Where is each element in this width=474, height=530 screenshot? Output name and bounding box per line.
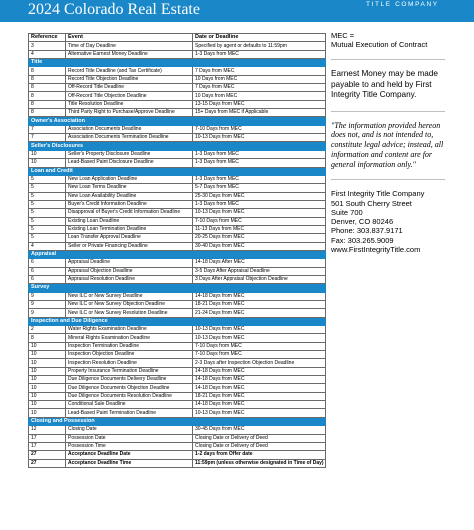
event-cell: New Loan Application Deadline bbox=[66, 175, 193, 183]
table-row bbox=[29, 92, 326, 100]
deadline-cell: 11-13 Days from MEC bbox=[193, 225, 326, 233]
reference-cell: 10 bbox=[29, 359, 66, 367]
reference-cell: 10 bbox=[29, 159, 66, 167]
reference-cell: 8 bbox=[29, 109, 66, 117]
table-row bbox=[29, 442, 326, 450]
reference-cell: 9 bbox=[29, 292, 66, 300]
section-title: Closing and Possession bbox=[29, 417, 326, 425]
table-row bbox=[29, 451, 326, 459]
column-header-reference: Reference bbox=[29, 34, 66, 42]
event-cell: Lead-Based Paint Disclosure Deadline bbox=[66, 159, 193, 167]
event-cell: Time of Day Deadline bbox=[66, 42, 193, 50]
sidebar bbox=[331, 31, 449, 254]
event-cell: Off-Record Title Deadline bbox=[66, 84, 193, 92]
table-row bbox=[29, 225, 326, 233]
reference-cell: 6 bbox=[29, 267, 66, 275]
table-row bbox=[29, 267, 326, 275]
phone-number: Phone: 303.837.9171 bbox=[331, 226, 403, 236]
event-cell: Record Title Objection Deadline bbox=[66, 75, 193, 83]
table-row bbox=[29, 459, 326, 467]
section-header-row bbox=[29, 59, 326, 67]
reference-cell: 10 bbox=[29, 351, 66, 359]
reference-cell: 10 bbox=[29, 367, 66, 375]
company-name: First Integrity Title Company bbox=[331, 189, 425, 199]
deadline-cell: 15+ Days from MEC if Applicable bbox=[193, 109, 326, 117]
table-row bbox=[29, 426, 326, 434]
table-row bbox=[29, 159, 326, 167]
deadline-cell: 1-3 Days from MEC bbox=[193, 159, 326, 167]
table-row bbox=[29, 234, 326, 242]
table-row bbox=[29, 434, 326, 442]
deadline-cell: 2-3 Days after Inspection Objection Deadline bbox=[193, 359, 326, 367]
table-row bbox=[29, 100, 326, 108]
reference-cell: 5 bbox=[29, 225, 66, 233]
table-row bbox=[29, 175, 326, 183]
deadline-cell: 7-10 Days from MEC bbox=[193, 125, 326, 133]
reference-cell: 10 bbox=[29, 401, 66, 409]
deadline-cell: 7 Days from MEC bbox=[193, 84, 326, 92]
deadline-cell: 7-10 Days from MEC bbox=[193, 351, 326, 359]
event-cell: Appraisal Objection Deadline bbox=[66, 267, 193, 275]
table-row bbox=[29, 359, 326, 367]
deadline-cell: 1-3 Days from MEC bbox=[193, 150, 326, 158]
table-row bbox=[29, 192, 326, 200]
event-cell: Appraisal Deadline bbox=[66, 259, 193, 267]
event-cell: Existing Loan Termination Deadline bbox=[66, 225, 193, 233]
table-row bbox=[29, 217, 326, 225]
deadline-cell: 1-2 days from Offer date bbox=[193, 451, 326, 459]
reference-cell: 5 bbox=[29, 175, 66, 183]
reference-cell: 3 bbox=[29, 42, 66, 50]
event-cell: Property Insurance Termination Deadline bbox=[66, 367, 193, 375]
table-row bbox=[29, 134, 326, 142]
city-state-zip: Denver, CO 80246 bbox=[331, 217, 394, 227]
earnest-money-note: Earnest Money may be made payable to and held by First Integrity Title Company. bbox=[331, 69, 438, 99]
event-cell: Possession Date bbox=[66, 434, 193, 442]
reference-cell: 10 bbox=[29, 150, 66, 158]
section-header-row bbox=[29, 250, 326, 258]
event-cell: Inspection Resolution Deadline bbox=[66, 359, 193, 367]
reference-cell: 5 bbox=[29, 184, 66, 192]
fax-number: Fax: 303.265.9009 bbox=[331, 235, 394, 245]
event-cell: New ILC or New Survey Resolution Deadline bbox=[66, 309, 193, 317]
deadline-cell: 10 Days from MEC bbox=[193, 75, 326, 83]
reference-cell: 4 bbox=[29, 50, 66, 58]
event-cell: Third Party Right to Purchase/Approve Deadline bbox=[66, 109, 193, 117]
table-body bbox=[29, 42, 326, 468]
reference-cell: 9 bbox=[29, 301, 66, 309]
deadline-table bbox=[28, 33, 326, 468]
reference-cell: 27 bbox=[29, 459, 66, 467]
section-header-row bbox=[29, 117, 326, 125]
table-row bbox=[29, 292, 326, 300]
event-cell: Alternative Earnest Money Deadline bbox=[66, 50, 193, 58]
deadline-cell: 1-3 Days from MEC bbox=[193, 200, 326, 208]
reference-cell: 6 bbox=[29, 275, 66, 283]
table-header-row bbox=[29, 34, 326, 42]
deadline-cell: 18-21 Days from MEC bbox=[193, 301, 326, 309]
table-row bbox=[29, 184, 326, 192]
event-cell: Off-Record Title Objection Deadline bbox=[66, 92, 193, 100]
deadline-cell: 10-13 Days from MEC bbox=[193, 134, 326, 142]
event-cell: Due Diligence Documents Delivery Deadline bbox=[66, 376, 193, 384]
event-cell: Buyer's Credit Information Deadline bbox=[66, 200, 193, 208]
reference-cell: 10 bbox=[29, 342, 66, 350]
deadline-cell: 13-15 Days from MEC bbox=[193, 100, 326, 108]
event-cell: New ILC or New Survey Deadline bbox=[66, 292, 193, 300]
table-row bbox=[29, 259, 326, 267]
section-header-row bbox=[29, 167, 326, 175]
deadline-cell: 25-30 Days from MEC bbox=[193, 192, 326, 200]
reference-cell: 10 bbox=[29, 392, 66, 400]
section-header-row bbox=[29, 317, 326, 325]
event-cell: Record Title Deadline (and Tax Certificate) bbox=[66, 67, 193, 75]
reference-cell: 27 bbox=[29, 451, 66, 459]
section-title: Seller's Disclosures bbox=[29, 142, 326, 150]
deadline-cell: 10-13 Days from MEC bbox=[193, 334, 326, 342]
table-row bbox=[29, 301, 326, 309]
reference-cell: 10 bbox=[29, 409, 66, 417]
reference-cell: 5 bbox=[29, 217, 66, 225]
table-row bbox=[29, 392, 326, 400]
deadline-cell: 30-45 Days from MEC bbox=[193, 426, 326, 434]
event-cell: Appraisal Resolution Deadline bbox=[66, 275, 193, 283]
event-cell: Water Rights Examination Deadline bbox=[66, 326, 193, 334]
reference-cell: 7 bbox=[29, 134, 66, 142]
event-cell: Seller or Private Financing Deadline bbox=[66, 242, 193, 250]
table-row bbox=[29, 75, 326, 83]
table-row bbox=[29, 309, 326, 317]
company-tagline: TITLE COMPANY bbox=[366, 1, 439, 8]
reference-cell: 17 bbox=[29, 434, 66, 442]
section-header-row bbox=[29, 417, 326, 425]
divider bbox=[331, 111, 445, 112]
reference-cell: 7 bbox=[29, 125, 66, 133]
table-row bbox=[29, 50, 326, 58]
deadline-cell: 14-18 Days from MEC bbox=[193, 367, 326, 375]
reference-cell: 4 bbox=[29, 242, 66, 250]
event-cell: Closing Date bbox=[66, 426, 193, 434]
reference-cell: 2 bbox=[29, 326, 66, 334]
event-cell: Possession Time bbox=[66, 442, 193, 450]
reference-cell: 10 bbox=[29, 384, 66, 392]
suite: Suite 700 bbox=[331, 207, 363, 217]
event-cell: New Loan Availability Deadline bbox=[66, 192, 193, 200]
table-row bbox=[29, 367, 326, 375]
reference-cell: 8 bbox=[29, 334, 66, 342]
event-cell: Inspection Objection Deadline bbox=[66, 351, 193, 359]
table-row bbox=[29, 409, 326, 417]
section-title: Inspection and Due Diligence bbox=[29, 317, 326, 325]
deadline-cell: 1-3 Days from MEC bbox=[193, 175, 326, 183]
table-row bbox=[29, 67, 326, 75]
event-cell: Association Documents Deadline bbox=[66, 125, 193, 133]
event-cell: New Loan Terms Deadline bbox=[66, 184, 193, 192]
deadline-cell: 10-13 Days from MEC bbox=[193, 326, 326, 334]
mec-abbreviation: MEC = bbox=[331, 31, 355, 40]
event-cell: Acceptance Deadline Date bbox=[66, 451, 193, 459]
deadline-cell: 5-7 Days from MEC bbox=[193, 184, 326, 192]
table-row bbox=[29, 275, 326, 283]
table-row bbox=[29, 150, 326, 158]
deadline-cell: 14-18 Days from MEC bbox=[193, 292, 326, 300]
deadline-cell: 7 Days from MEC bbox=[193, 67, 326, 75]
event-cell: Due Diligence Documents Objection Deadline bbox=[66, 384, 193, 392]
event-cell: Conditional Sale Deadline bbox=[66, 401, 193, 409]
section-header-row bbox=[29, 284, 326, 292]
table-row bbox=[29, 242, 326, 250]
deadline-cell: 7-10 Days from MEC bbox=[193, 342, 326, 350]
event-cell: Due Diligence Documents Resolution Deadline bbox=[66, 392, 193, 400]
event-cell: Disapproval of Buyer's Credit Information Deadline bbox=[66, 209, 193, 217]
deadline-cell: Closing Date or Delivery of Deed bbox=[193, 442, 326, 450]
deadline-cell: 10-13 Days from MEC bbox=[193, 409, 326, 417]
reference-cell: 10 bbox=[29, 376, 66, 384]
deadline-cell: 14-18 Days from MEC bbox=[193, 384, 326, 392]
table-row bbox=[29, 209, 326, 217]
event-cell: New ILC or New Survey Objection Deadline bbox=[66, 301, 193, 309]
divider bbox=[331, 179, 445, 180]
column-header-date: Date or Deadline bbox=[193, 34, 326, 42]
table-row bbox=[29, 109, 326, 117]
event-cell: Lead-Based Paint Termination Deadline bbox=[66, 409, 193, 417]
table-row bbox=[29, 42, 326, 50]
section-title: Title bbox=[29, 59, 326, 67]
deadline-cell: 3 Days After Appraisal Objection Deadline bbox=[193, 275, 326, 283]
event-cell: Loan Transfer Approval Deadline bbox=[66, 234, 193, 242]
table-row bbox=[29, 334, 326, 342]
reference-cell: 8 bbox=[29, 84, 66, 92]
event-cell: Inspection Termination Deadline bbox=[66, 342, 193, 350]
event-cell: Acceptance Deadline Time bbox=[66, 459, 193, 467]
reference-cell: 17 bbox=[29, 442, 66, 450]
table-row bbox=[29, 125, 326, 133]
document-title: 2024 Colorado Real Estate bbox=[28, 1, 200, 18]
deadline-cell: 21-24 Days from MEC bbox=[193, 309, 326, 317]
reference-cell: 8 bbox=[29, 92, 66, 100]
deadline-cell: 30-40 Days from MEC bbox=[193, 242, 326, 250]
table-row bbox=[29, 84, 326, 92]
table-row bbox=[29, 200, 326, 208]
deadline-cell: 3-5 Days After Appraisal Deadline bbox=[193, 267, 326, 275]
deadline-cell: Closing Date or Delivery of Deed bbox=[193, 434, 326, 442]
reference-cell: 6 bbox=[29, 259, 66, 267]
section-title: Survey bbox=[29, 284, 326, 292]
reference-cell: 5 bbox=[29, 209, 66, 217]
deadline-cell: 10-13 Days from MEC bbox=[193, 209, 326, 217]
event-cell: Existing Loan Deadline bbox=[66, 217, 193, 225]
deadline-cell: 18-21 Days from MEC bbox=[193, 392, 326, 400]
section-title: Loan and Credit bbox=[29, 167, 326, 175]
reference-cell: 5 bbox=[29, 234, 66, 242]
table-row bbox=[29, 384, 326, 392]
deadline-table-container bbox=[28, 33, 325, 468]
deadline-cell: 1-3 Days from MEC bbox=[193, 50, 326, 58]
header-bar bbox=[0, 0, 474, 22]
table-row bbox=[29, 342, 326, 350]
reference-cell: 5 bbox=[29, 192, 66, 200]
contact-block bbox=[331, 189, 449, 253]
event-cell: Seller's Property Disclosure Deadline bbox=[66, 150, 193, 158]
reference-cell: 5 bbox=[29, 200, 66, 208]
mec-definition: Mutual Execution of Contract bbox=[331, 40, 428, 49]
divider bbox=[331, 59, 445, 60]
event-cell: Title Resolution Deadline bbox=[66, 100, 193, 108]
event-cell: Association Documents Termination Deadline bbox=[66, 134, 193, 142]
deadline-cell: 14-18 Days from MEC bbox=[193, 401, 326, 409]
reference-cell: 8 bbox=[29, 75, 66, 83]
section-header-row bbox=[29, 142, 326, 150]
deadline-cell: 7-10 Days from MEC bbox=[193, 217, 326, 225]
reference-cell: 8 bbox=[29, 67, 66, 75]
table-row bbox=[29, 326, 326, 334]
deadline-cell: 20-25 Days from MEC bbox=[193, 234, 326, 242]
deadline-cell: 11:59pm (unless otherwise designated in Time of Day) bbox=[193, 459, 326, 467]
deadline-cell: Specified by agent or defaults to 11:59pm bbox=[193, 42, 326, 50]
deadline-cell: 10 Days from MEC bbox=[193, 92, 326, 100]
reference-cell: 8 bbox=[29, 100, 66, 108]
legal-disclaimer: "The information provided hereon does not, and is not intended to, constitute legal advice; instead, all information and content are for general information only." bbox=[331, 120, 444, 169]
event-cell: Mineral Rights Examination Deadline bbox=[66, 334, 193, 342]
table-row bbox=[29, 351, 326, 359]
table-row bbox=[29, 376, 326, 384]
table-row bbox=[29, 401, 326, 409]
website-link[interactable]: www.FirstIntegrityTitle.com bbox=[331, 244, 421, 254]
section-title: Appraisal bbox=[29, 250, 326, 258]
reference-cell: 12 bbox=[29, 426, 66, 434]
reference-cell: 9 bbox=[29, 309, 66, 317]
column-header-event: Event bbox=[66, 34, 193, 42]
deadline-cell: 14-18 Days from MEC bbox=[193, 376, 326, 384]
street-address: 501 South Cherry Street bbox=[331, 198, 412, 208]
section-title: Owner's Association bbox=[29, 117, 326, 125]
deadline-cell: 14-18 Days After MEC bbox=[193, 259, 326, 267]
